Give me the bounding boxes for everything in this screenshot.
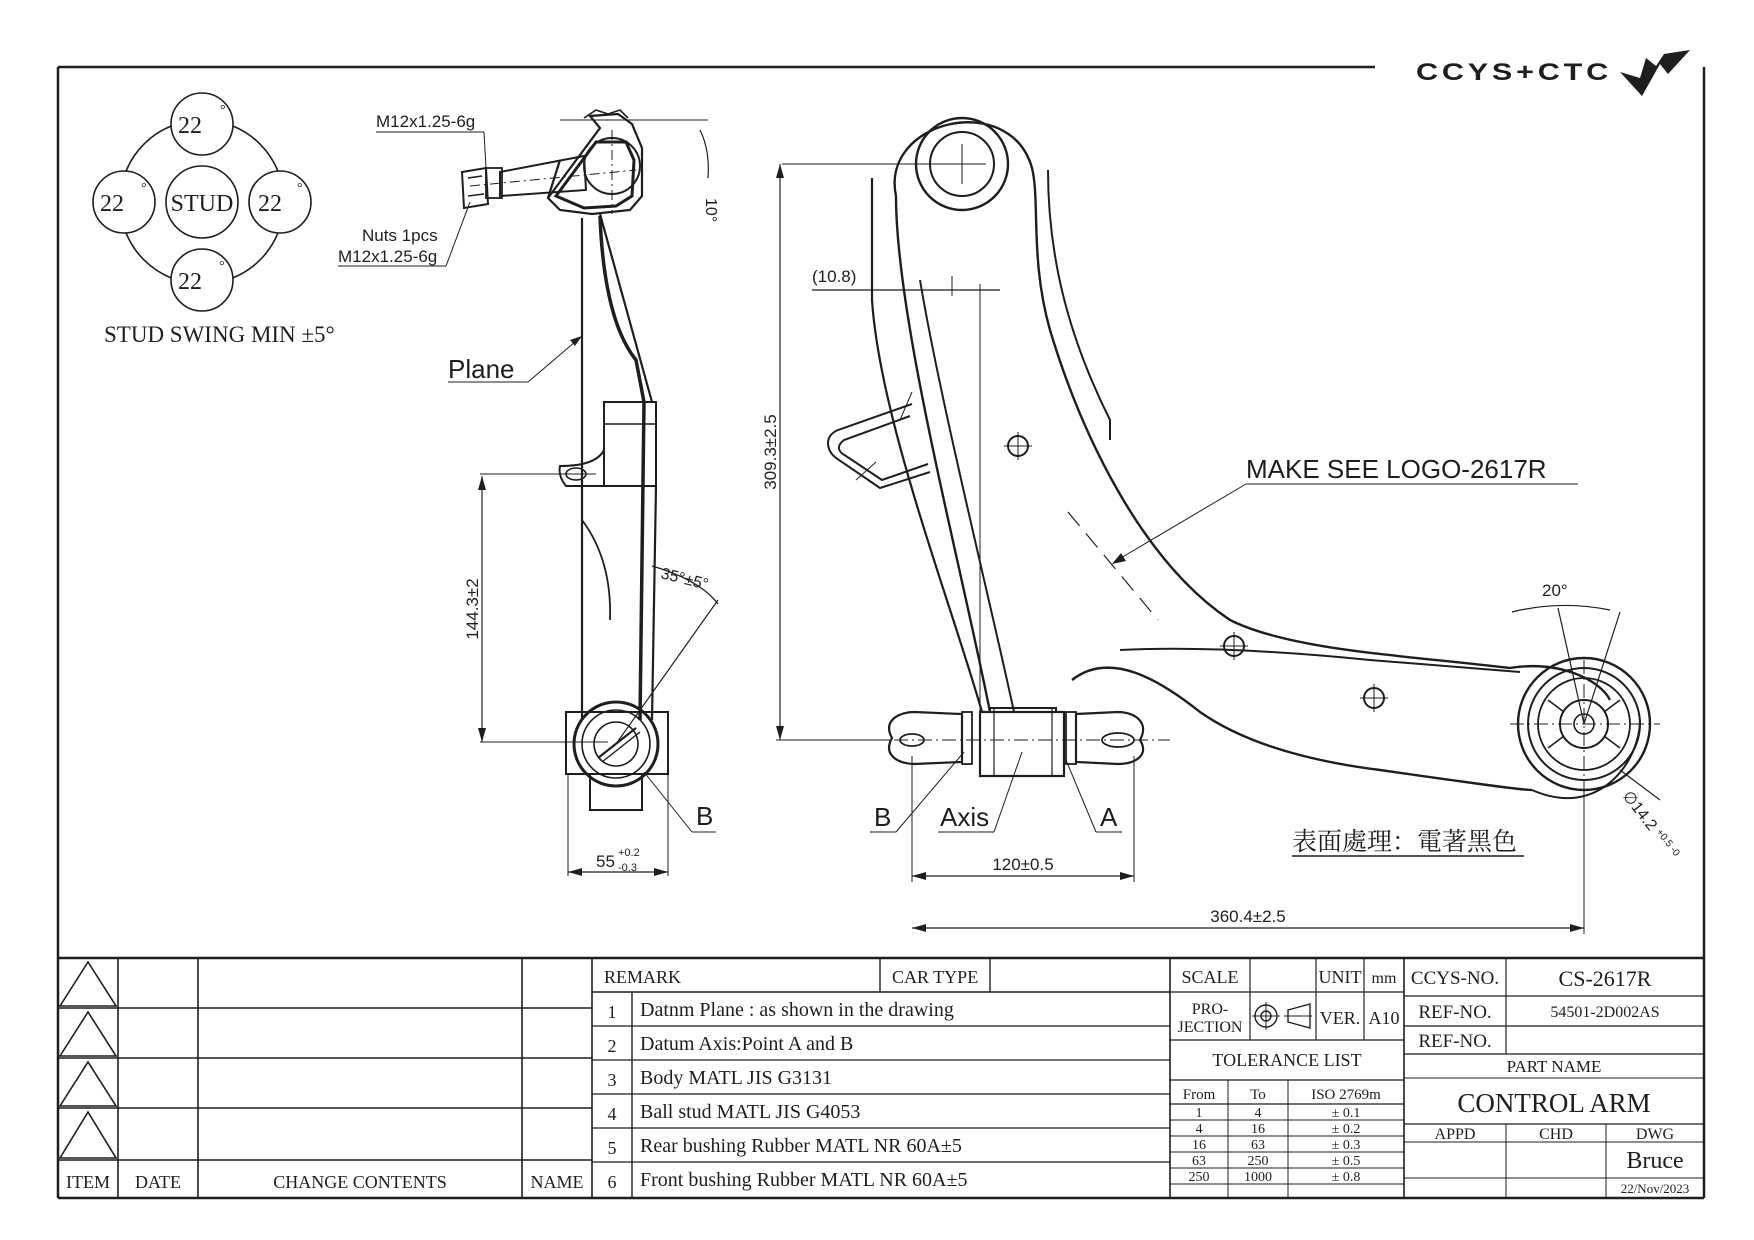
svg-text:4: 4 bbox=[1195, 1122, 1203, 1137]
stud-angle-right: 22 bbox=[258, 191, 282, 217]
part-name-label: PART NAME bbox=[1506, 1057, 1602, 1076]
dim-144: 144.3±2 bbox=[463, 578, 482, 640]
revision-marker-icon bbox=[60, 962, 116, 1006]
svg-text:6: 6 bbox=[607, 1172, 617, 1192]
svg-text:16: 16 bbox=[1251, 1122, 1265, 1137]
svg-text:From: From bbox=[1182, 1087, 1216, 1103]
angle-35: 35°±5° bbox=[659, 565, 710, 594]
brand-wing-icon bbox=[1620, 50, 1690, 96]
svg-text:4: 4 bbox=[1254, 1106, 1262, 1121]
revision-table bbox=[58, 958, 592, 1198]
chd-label: CHD bbox=[1539, 1126, 1573, 1143]
plane-label: Plane bbox=[448, 354, 515, 384]
projection-label: JECTION bbox=[1177, 1019, 1243, 1036]
ref-no-value: 54501-2D002AS bbox=[1550, 1004, 1660, 1021]
rev-header-change: CHANGE CONTENTS bbox=[273, 1172, 447, 1192]
unit-label: UNIT bbox=[1318, 967, 1362, 987]
svg-text:+0.2: +0.2 bbox=[618, 847, 640, 859]
svg-text:± 0.2: ± 0.2 bbox=[1331, 1122, 1361, 1137]
svg-text:5: 5 bbox=[607, 1138, 617, 1158]
revision-marker-icon bbox=[60, 1012, 116, 1056]
rev-header-date: DATE bbox=[135, 1172, 181, 1192]
dim-10-8: (10.8) bbox=[812, 267, 857, 286]
sheet-frame bbox=[58, 67, 1704, 1198]
side-point-b: B bbox=[696, 801, 714, 831]
svg-text:2: 2 bbox=[607, 1036, 617, 1056]
remark-item-3: Body MATL JIS G3131 bbox=[640, 1067, 833, 1089]
nuts-thread-label: M12x1.25-6g bbox=[338, 247, 438, 266]
dim-360: 360.4±2.5 bbox=[1210, 907, 1286, 926]
stud-swing-diagram bbox=[93, 93, 335, 347]
stud-center-label: STUD bbox=[170, 191, 234, 217]
point-a-label: A bbox=[1100, 802, 1118, 832]
car-type-label: CAR TYPE bbox=[892, 967, 979, 987]
remark-item-5: Rear bushing Rubber MATL NR 60A±5 bbox=[640, 1135, 962, 1157]
stud-swing-caption: STUD SWING MIN ±5° bbox=[104, 322, 335, 347]
brand-logo bbox=[1416, 50, 1690, 96]
svg-text:°: ° bbox=[141, 181, 147, 196]
thread-top-label: M12x1.25-6g bbox=[376, 112, 476, 131]
side-view bbox=[338, 110, 719, 876]
remark-item-4: Ball stud MATL JIS G4053 bbox=[640, 1101, 861, 1123]
projection-symbol-icon bbox=[1252, 1002, 1312, 1030]
rev-header-name: NAME bbox=[530, 1172, 584, 1192]
remark-item-2: Datum Axis:Point A and B bbox=[640, 1033, 854, 1055]
title-block bbox=[1404, 958, 1704, 1198]
svg-text:16: 16 bbox=[1192, 1138, 1206, 1153]
svg-text:63: 63 bbox=[1192, 1154, 1206, 1169]
nuts-label: Nuts 1pcs bbox=[362, 226, 438, 245]
rev-header-item: ITEM bbox=[66, 1172, 110, 1192]
svg-text:-0.3: -0.3 bbox=[618, 862, 637, 874]
surface-treatment-note: 表面處理：電著黑色 bbox=[1292, 828, 1518, 856]
part-name-value: CONTROL ARM bbox=[1457, 1088, 1651, 1118]
revision-marker-icon bbox=[60, 1112, 116, 1158]
ver-label: VER. bbox=[1319, 1008, 1361, 1028]
unit-value: mm bbox=[1371, 970, 1397, 987]
point-b-label: B bbox=[874, 802, 892, 832]
svg-text:°: ° bbox=[297, 181, 303, 196]
stud-angle-left: 22 bbox=[100, 191, 124, 217]
spec-block bbox=[1170, 958, 1404, 1198]
dim-diameter: ∅14.2 bbox=[1618, 787, 1660, 834]
svg-text:4: 4 bbox=[607, 1104, 617, 1124]
svg-text:°: ° bbox=[219, 259, 225, 274]
ref-no-label-2: REF-NO. bbox=[1418, 1031, 1492, 1052]
dim-309: 309.3±2.5 bbox=[761, 414, 780, 490]
svg-text:To: To bbox=[1250, 1087, 1266, 1103]
svg-text:63: 63 bbox=[1251, 1138, 1265, 1153]
scale-label: SCALE bbox=[1181, 967, 1239, 987]
dwg-label: DWG bbox=[1635, 1126, 1675, 1143]
remark-item-1: Datnm Plane : as shown in the drawing bbox=[640, 999, 954, 1021]
svg-text:± 0.3: ± 0.3 bbox=[1331, 1138, 1361, 1153]
angle-20: 20° bbox=[1542, 581, 1568, 600]
svg-text:3: 3 bbox=[607, 1070, 617, 1090]
svg-text:250: 250 bbox=[1188, 1170, 1210, 1185]
stud-angle-bottom: 22 bbox=[178, 269, 202, 295]
svg-text:CCYS+CTC: CCYS+CTC bbox=[1416, 59, 1612, 86]
remark-table bbox=[592, 958, 1170, 1198]
svg-text:± 0.1: ± 0.1 bbox=[1331, 1106, 1361, 1121]
ccys-no-label: CCYS-NO. bbox=[1410, 968, 1500, 989]
svg-text:1: 1 bbox=[1195, 1106, 1203, 1121]
svg-text:1000: 1000 bbox=[1244, 1170, 1272, 1185]
ver-value: A10 bbox=[1368, 1008, 1400, 1028]
stud-angle-top: 22 bbox=[178, 113, 202, 139]
axis-label: Axis bbox=[940, 802, 990, 832]
angle-10: 10° bbox=[702, 198, 719, 223]
tolerance-title: TOLERANCE LIST bbox=[1212, 1050, 1362, 1070]
ccys-no-value: CS-2617R bbox=[1558, 966, 1652, 991]
svg-text:°: ° bbox=[220, 103, 226, 118]
appd-label: APPD bbox=[1434, 1126, 1476, 1143]
svg-text:± 0.8: ± 0.8 bbox=[1331, 1170, 1361, 1185]
remark-header: REMARK bbox=[604, 967, 682, 987]
svg-text:250: 250 bbox=[1247, 1154, 1269, 1169]
dim-120: 120±0.5 bbox=[992, 855, 1054, 874]
dim-55: 55 bbox=[596, 852, 615, 871]
remark-item-6: Front bushing Rubber MATL NR 60A±5 bbox=[640, 1169, 968, 1191]
revision-marker-icon bbox=[60, 1062, 116, 1106]
ref-no-label: REF-NO. bbox=[1418, 1002, 1492, 1023]
logo-note: MAKE SEE LOGO-2617R bbox=[1246, 454, 1547, 484]
svg-text:± 0.5: ± 0.5 bbox=[1331, 1154, 1361, 1169]
svg-text:+0.5 -0: +0.5 -0 bbox=[1653, 827, 1682, 859]
drawing-date: 22/Nov/2023 bbox=[1620, 1181, 1690, 1196]
svg-text:ISO 2769m: ISO 2769m bbox=[1311, 1087, 1381, 1103]
front-view bbox=[761, 118, 1682, 934]
svg-text:1: 1 bbox=[607, 1002, 617, 1022]
svg-text:PRO-: PRO- bbox=[1191, 1001, 1229, 1018]
drawn-by: Bruce bbox=[1626, 1148, 1684, 1174]
